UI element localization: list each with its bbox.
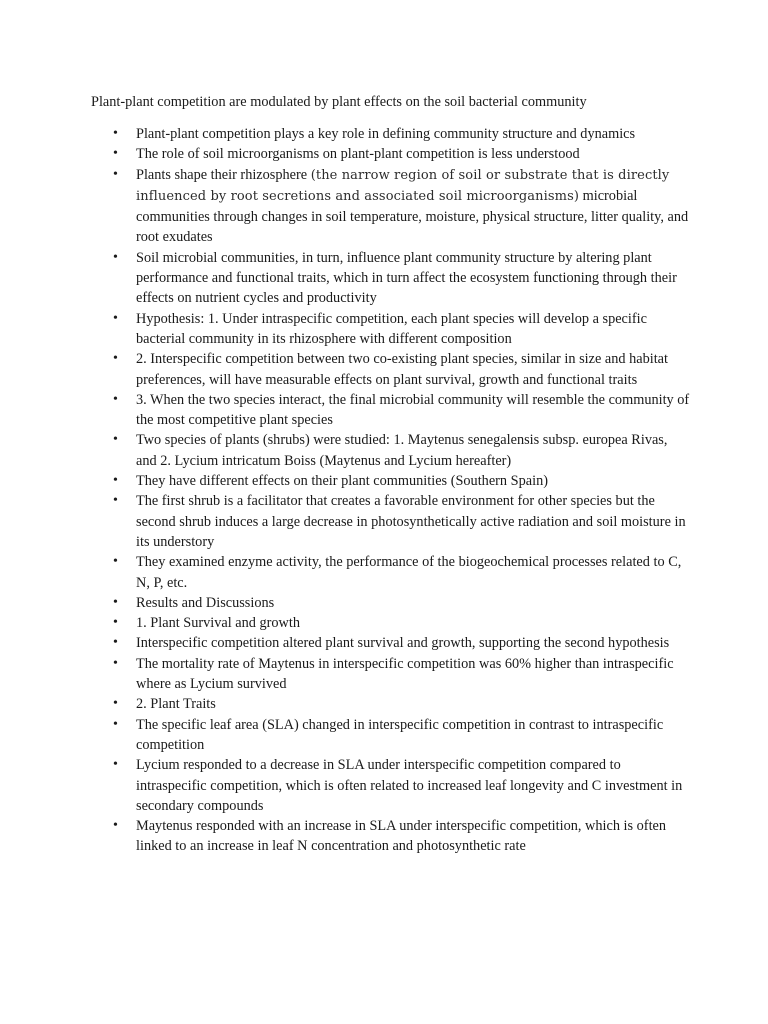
bullet-marker: • — [113, 310, 118, 326]
bullet-item — [91, 349, 691, 390]
bullet-marker: • — [113, 757, 118, 773]
bullet-marker: • — [113, 554, 118, 570]
bullet-marker: • — [113, 493, 118, 509]
bullet-item — [91, 430, 691, 471]
bullet-item — [91, 755, 691, 816]
bullet-text: 2. Plant Traits — [136, 696, 216, 713]
bullet-marker: • — [113, 716, 118, 732]
bullet-marker: • — [113, 391, 118, 407]
bullet-marker: • — [113, 635, 118, 651]
bullet-text: 2. Interspecific competition between two co-existing plant species, similar in size and habitat preferences, will have measurable effects on plant survival, growth and functional traits — [136, 351, 669, 388]
bullet-item — [91, 248, 691, 309]
bullet-item — [91, 144, 691, 164]
bullet-item — [91, 165, 691, 248]
bullet-text: 1. Plant Survival and growth — [136, 615, 301, 632]
bullet-item — [91, 816, 691, 857]
bullet-item — [91, 593, 691, 613]
bullet-text: They have different effects on their plant communities (Southern Spain) — [136, 473, 548, 490]
bullet-item — [91, 654, 691, 695]
bullet-definition-text: (the narrow region of soil or substrate that is directly influenced by root secretions and associated soil microorganisms) — [136, 167, 670, 204]
bullet-item — [91, 613, 691, 633]
bullet-text: Plant-plant competition plays a key role in defining community structure and dynamics — [136, 126, 636, 142]
bullet-item — [91, 694, 691, 714]
bullet-marker: • — [113, 146, 118, 162]
bullet-text: Hypothesis: 1. Under intraspecific competition, each plant species will develop a specific bacterial community in its rhizosphere with different composition — [136, 310, 647, 347]
bullet-text: The first shrub is a facilitator that creates a favorable environment for other species but the second shrub induces a large decrease in photosynthetically active radiation and soil moisture in its understory — [136, 493, 686, 550]
bullet-text: Results and Discussions — [136, 594, 275, 611]
bullet-item — [91, 309, 691, 350]
bullet-text: Soil microbial communities, in turn, influence plant community structure by altering plant performance and functional traits, which in turn affect the ecosystem functioning through their effects on nutrient cycles and productivity — [136, 249, 677, 307]
bullet-item — [91, 552, 691, 593]
bullet-text: Interspecific competition altered plant survival and growth, supporting the second hypothesis — [136, 635, 670, 652]
bullet-text: Plants shape their rhizosphere — [136, 166, 311, 183]
bullet-marker: • — [113, 594, 118, 610]
bullet-text: The specific leaf area (SLA) changed in interspecific competition in contrast to intraspecific competition — [136, 716, 664, 753]
bullet-marker: • — [113, 126, 118, 141]
bullet-marker: • — [113, 818, 118, 834]
bullet-marker: • — [113, 615, 118, 631]
bullet-item — [91, 471, 691, 491]
bullet-item — [91, 633, 691, 653]
bullet-marker: • — [113, 473, 118, 489]
bullet-text: The mortality rate of Maytenus in interspecific competition was 60% higher than intraspecific where as Lycium survived — [136, 655, 674, 693]
bullet-text: The role of soil microorganisms on plant-plant competition is less understood — [136, 146, 580, 163]
bullet-marker: • — [113, 351, 118, 367]
bullet-marker: • — [113, 249, 118, 265]
bullet-text: 3. When the two species interact, the final microbial community will resemble the community of the most competitive plant species — [136, 391, 690, 429]
bullet-text: Maytenus responded with an increase in SLA under interspecific competition, which is often linked to an increase in leaf N concentration and photosynthetic rate — [136, 818, 667, 855]
bullet-text: Two species of plants (shrubs) were studied: 1. Maytenus senegalensis subsp. europea Rivas, and 2. Lycium intricatum Boiss (Maytenus and Lycium hereafter) — [136, 432, 668, 469]
bullet-item — [91, 491, 691, 552]
bullet-item — [91, 715, 691, 756]
bullet-text: They examined enzyme activity, the performance of the biogeochemical processes related to C, N, P, etc. — [136, 554, 682, 591]
bullet-marker: • — [113, 696, 118, 712]
document-title: Plant-plant competition are modulated by plant effects on the soil bacterial community — [91, 94, 587, 110]
bullet-list — [91, 124, 691, 857]
bullet-marker: • — [113, 166, 118, 182]
bullet-text: microbial communities through changes in soil temperature, moisture, physical structure, litter quality, and root exudates — [136, 187, 689, 246]
bullet-marker: • — [113, 432, 118, 448]
bullet-text: Lycium responded to a decrease in SLA under interspecific competition compared to intraspecific competition, which is often related to increased leaf longevity and C investment in secondary compounds — [136, 757, 683, 814]
bullet-item — [91, 124, 691, 144]
bullet-item — [91, 390, 691, 431]
bullet-marker: • — [113, 655, 118, 671]
